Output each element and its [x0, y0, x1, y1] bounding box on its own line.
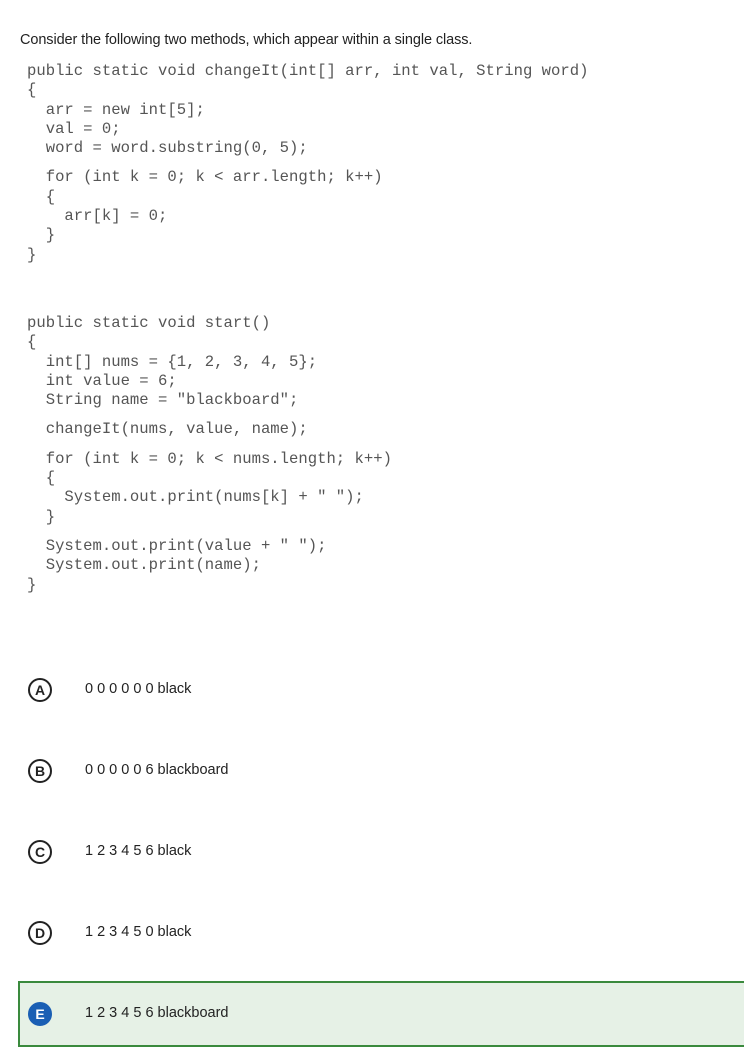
code-blank-line	[27, 410, 392, 420]
code-block-start	[27, 314, 392, 595]
answer-option-c[interactable]	[18, 819, 744, 885]
option-text: 1 2 3 4 5 6 blackboard	[85, 1005, 229, 1021]
code-line: {	[27, 469, 56, 488]
code-line: public static void start()	[27, 314, 271, 332]
code-line: public static void changeIt(int[] arr, int val, String word)	[27, 62, 589, 80]
answer-option-e[interactable]	[18, 981, 744, 1047]
code-line: arr[k] = 0;	[27, 207, 168, 226]
code-line: {	[27, 187, 56, 206]
code-line: int[] nums = {1, 2, 3, 4, 5};	[27, 352, 318, 371]
code-line: word = word.substring(0, 5);	[27, 139, 308, 158]
code-line: val = 0;	[27, 119, 121, 138]
option-letter-badge: D	[28, 921, 52, 945]
code-line: System.out.print(nums[k] + " ");	[27, 488, 364, 507]
code-blank-line	[27, 527, 392, 537]
question-prompt: Consider the following two methods, which appear within a single class.	[20, 32, 473, 48]
option-text: 0 0 0 0 0 6 blackboard	[85, 762, 229, 778]
code-line: changeIt(nums, value, name);	[27, 420, 308, 439]
answer-option-b[interactable]	[18, 738, 744, 804]
code-line: }	[27, 245, 37, 264]
answer-option-d[interactable]	[18, 900, 744, 966]
code-line: {	[27, 333, 37, 352]
code-line: for (int k = 0; k < arr.length; k++)	[27, 168, 383, 187]
code-line: for (int k = 0; k < nums.length; k++)	[27, 449, 392, 468]
code-line: System.out.print(value + " ");	[27, 536, 327, 555]
code-line: System.out.print(name);	[27, 556, 261, 575]
option-letter-badge: A	[28, 678, 52, 702]
code-line: }	[27, 226, 56, 245]
option-letter-badge: C	[28, 840, 52, 864]
code-blank-line	[27, 440, 392, 450]
option-text: 0 0 0 0 0 0 black	[85, 681, 192, 697]
code-line: String name = "blackboard";	[27, 391, 299, 410]
code-line: int value = 6;	[27, 371, 177, 390]
option-text: 1 2 3 4 5 6 black	[85, 843, 192, 859]
code-block-change-it	[27, 62, 588, 265]
code-line: {	[27, 81, 37, 100]
answer-option-a[interactable]	[18, 657, 744, 723]
option-text: 1 2 3 4 5 0 black	[85, 924, 192, 940]
code-line: }	[27, 575, 37, 594]
code-line: }	[27, 507, 56, 526]
code-line: arr = new int[5];	[27, 100, 205, 119]
option-letter-badge: E	[28, 1002, 52, 1026]
code-blank-line	[27, 158, 588, 168]
option-letter-badge: B	[28, 759, 52, 783]
